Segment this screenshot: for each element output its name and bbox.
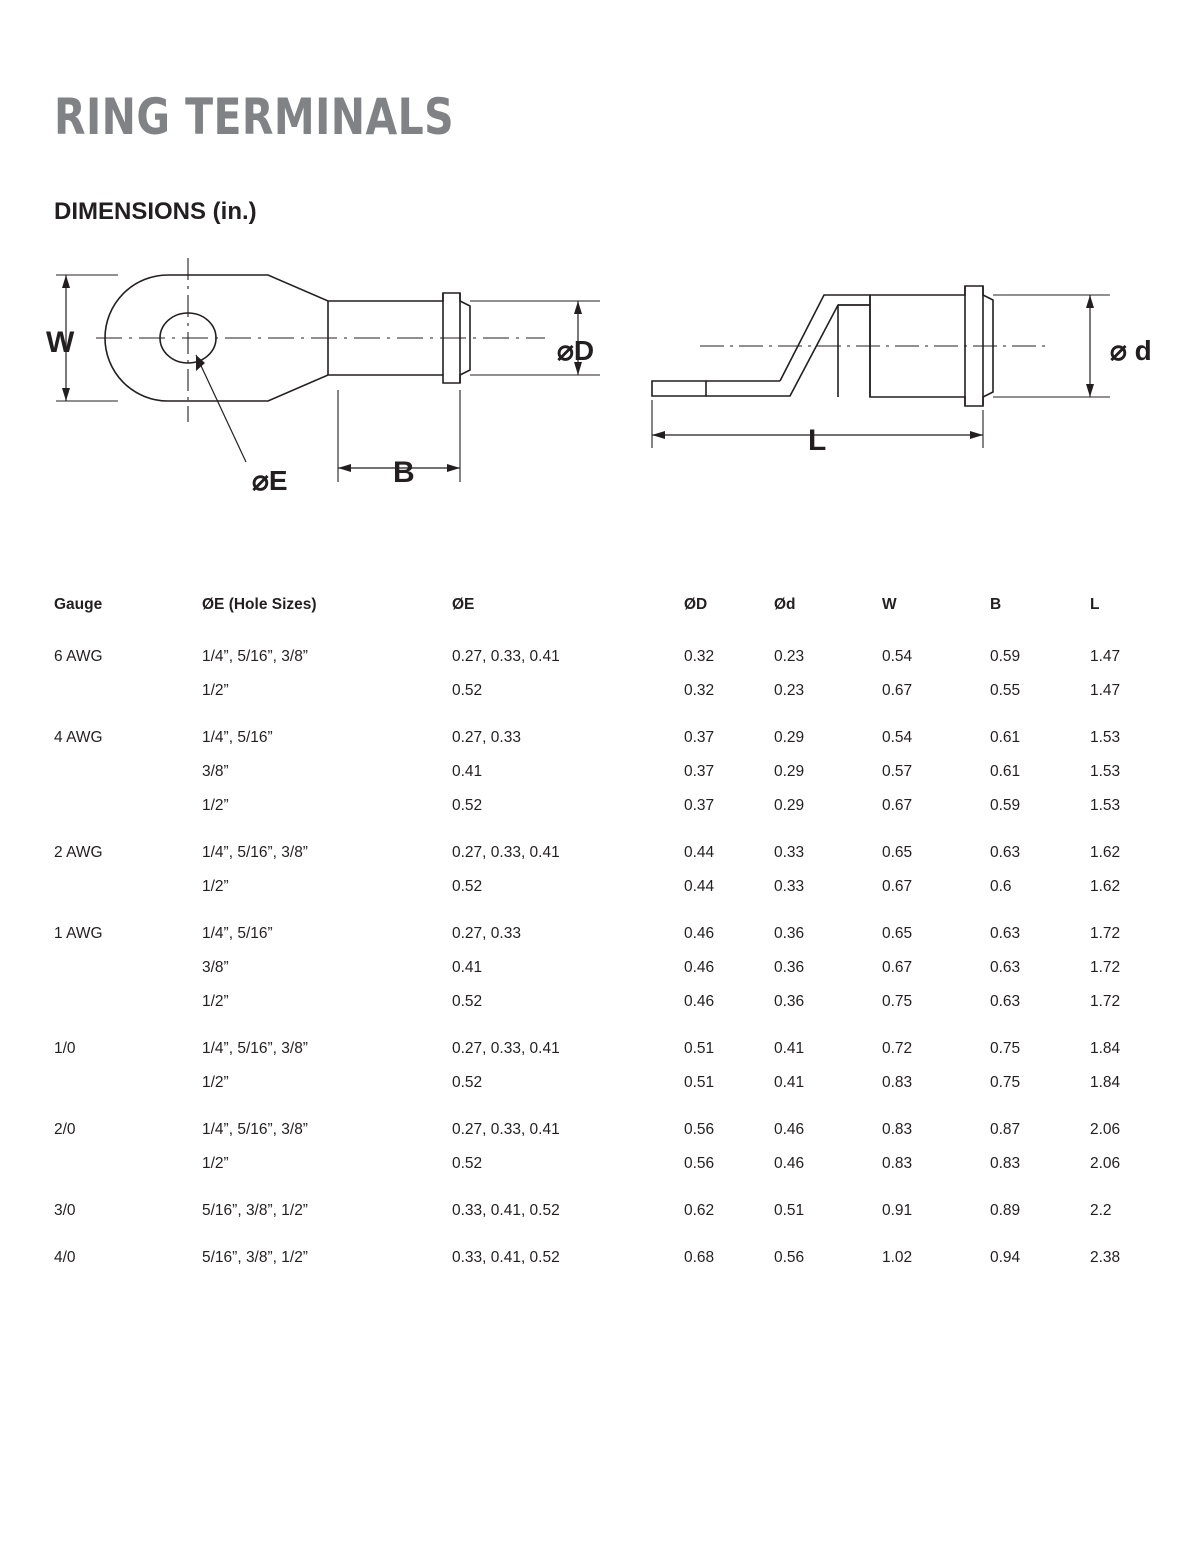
cell-b: 0.75 <box>990 1040 1021 1057</box>
cell-w: 0.54 <box>882 729 913 746</box>
cell-d-upper: 0.32 <box>684 648 715 665</box>
cell-gauge: 4/0 <box>54 1249 76 1266</box>
cell-l: 1.53 <box>1090 797 1121 814</box>
cell-e: 0.33, 0.41, 0.52 <box>452 1249 560 1266</box>
cell-hole-sizes: 3/8” <box>202 959 229 976</box>
cell-hole-sizes: 1/2” <box>202 993 229 1010</box>
cell-e: 0.52 <box>452 878 483 895</box>
cell-e: 0.27, 0.33, 0.41 <box>452 648 560 665</box>
col-header-e: ØE <box>452 596 475 613</box>
cell-w: 0.83 <box>882 1155 913 1172</box>
table-row <box>54 682 1154 729</box>
cell-gauge <box>54 1074 202 1121</box>
cell-w: 0.83 <box>882 1074 913 1091</box>
cell-w: 0.83 <box>882 1121 913 1138</box>
col-header-b: B <box>990 596 1002 613</box>
cell-b: 0.63 <box>990 925 1021 942</box>
table-row <box>54 763 1154 797</box>
cell-e: 0.27, 0.33 <box>452 925 521 942</box>
label-d-lower: ⌀ d <box>1110 335 1152 366</box>
cell-l: 1.72 <box>1090 993 1121 1010</box>
cell-l: 1.72 <box>1090 959 1121 976</box>
cell-l: 2.06 <box>1090 1155 1121 1172</box>
cell-b: 0.87 <box>990 1121 1021 1138</box>
cell-l: 1.53 <box>1090 729 1121 746</box>
cell-e: 0.27, 0.33, 0.41 <box>452 1040 560 1057</box>
cell-gauge: 4 AWG <box>54 729 103 746</box>
cell-d-lower: 0.29 <box>774 729 805 746</box>
col-header-d-upper: ØD <box>684 596 708 613</box>
cell-d-upper: 0.37 <box>684 763 715 780</box>
cell-w: 0.65 <box>882 925 913 942</box>
cell-w: 0.67 <box>882 682 913 699</box>
cell-hole-sizes: 1/2” <box>202 682 229 699</box>
cell-b: 0.59 <box>990 797 1021 814</box>
cell-e: 0.27, 0.33, 0.41 <box>452 844 560 861</box>
cell-l: 1.72 <box>1090 925 1121 942</box>
label-l: L <box>808 424 827 457</box>
cell-hole-sizes: 1/4”, 5/16” <box>202 925 273 942</box>
cell-b: 0.55 <box>990 682 1021 699</box>
cell-hole-sizes: 5/16”, 3/8”, 1/2” <box>202 1202 308 1219</box>
cell-w: 0.67 <box>882 797 913 814</box>
table-row <box>54 959 1154 993</box>
cell-gauge <box>54 797 202 844</box>
cell-l: 1.53 <box>1090 763 1121 780</box>
table-row <box>54 648 1154 682</box>
cell-l: 2.2 <box>1090 1202 1112 1219</box>
cell-w: 0.54 <box>882 648 913 665</box>
table-row <box>54 1074 1154 1121</box>
table-row <box>54 925 1154 959</box>
cell-d-lower: 0.29 <box>774 797 805 814</box>
cell-e: 0.52 <box>452 797 483 814</box>
table-row <box>54 1202 1154 1249</box>
dimensions-table-container <box>54 596 1154 1283</box>
cell-d-upper: 0.44 <box>684 878 715 895</box>
cell-l: 1.47 <box>1090 648 1121 665</box>
cell-d-upper: 0.44 <box>684 844 715 861</box>
page-title: RING TERMINALS <box>54 88 455 146</box>
cell-hole-sizes: 1/2” <box>202 797 229 814</box>
cell-l: 2.38 <box>1090 1249 1121 1266</box>
cell-b: 0.94 <box>990 1249 1021 1266</box>
cell-b: 0.89 <box>990 1202 1021 1219</box>
cell-hole-sizes: 1/4”, 5/16”, 3/8” <box>202 648 308 665</box>
cell-l: 1.47 <box>1090 682 1121 699</box>
cell-w: 0.67 <box>882 959 913 976</box>
cell-b: 0.59 <box>990 648 1021 665</box>
cell-gauge: 1 AWG <box>54 925 103 942</box>
cell-l: 1.84 <box>1090 1040 1121 1057</box>
cell-d-lower: 0.46 <box>774 1121 805 1138</box>
label-e: ⌀E <box>252 465 288 496</box>
cell-e: 0.27, 0.33 <box>452 729 521 746</box>
cell-hole-sizes: 3/8” <box>202 763 229 780</box>
cell-w: 0.67 <box>882 878 913 895</box>
cell-d-lower: 0.36 <box>774 959 805 976</box>
cell-gauge: 3/0 <box>54 1202 76 1219</box>
cell-w: 0.57 <box>882 763 913 780</box>
table-row <box>54 1040 1154 1074</box>
col-header-l: L <box>1090 596 1100 613</box>
cell-d-upper: 0.46 <box>684 959 715 976</box>
label-w: W <box>46 326 75 359</box>
cell-d-lower: 0.36 <box>774 993 805 1010</box>
cell-gauge <box>54 1155 202 1202</box>
cell-d-upper: 0.56 <box>684 1155 715 1172</box>
table-row <box>54 1121 1154 1155</box>
cell-b: 0.63 <box>990 959 1021 976</box>
cell-d-upper: 0.46 <box>684 993 715 1010</box>
cell-gauge: 6 AWG <box>54 648 103 665</box>
cell-d-lower: 0.33 <box>774 844 805 861</box>
cell-w: 1.02 <box>882 1249 913 1266</box>
cell-d-upper: 0.62 <box>684 1202 715 1219</box>
cell-d-upper: 0.37 <box>684 729 715 746</box>
cell-hole-sizes: 1/2” <box>202 1074 229 1091</box>
label-b: B <box>393 456 415 489</box>
cell-d-lower: 0.23 <box>774 682 805 699</box>
cell-hole-sizes: 5/16”, 3/8”, 1/2” <box>202 1249 308 1266</box>
table-header-row <box>54 596 1154 648</box>
cell-d-upper: 0.32 <box>684 682 715 699</box>
cell-d-lower: 0.51 <box>774 1202 805 1219</box>
cell-w: 0.65 <box>882 844 913 861</box>
cell-d-upper: 0.56 <box>684 1121 715 1138</box>
cell-b: 0.6 <box>990 878 1012 895</box>
cell-d-lower: 0.41 <box>774 1074 805 1091</box>
cell-hole-sizes: 1/4”, 5/16”, 3/8” <box>202 844 308 861</box>
cell-b: 0.61 <box>990 729 1021 746</box>
cell-d-lower: 0.23 <box>774 648 805 665</box>
table-row <box>54 729 1154 763</box>
cell-hole-sizes: 1/4”, 5/16”, 3/8” <box>202 1121 308 1138</box>
cell-e: 0.41 <box>452 959 483 976</box>
col-header-d-lower: Ød <box>774 596 796 613</box>
cell-d-lower: 0.33 <box>774 878 805 895</box>
cell-e: 0.52 <box>452 1074 483 1091</box>
cell-gauge <box>54 682 202 729</box>
cell-d-upper: 0.46 <box>684 925 715 942</box>
cell-gauge: 1/0 <box>54 1040 76 1057</box>
cell-e: 0.41 <box>452 763 483 780</box>
table-row <box>54 993 1154 1040</box>
cell-gauge <box>54 763 202 797</box>
table-row <box>54 844 1154 878</box>
cell-hole-sizes: 1/4”, 5/16” <box>202 729 273 746</box>
col-header-gauge: Gauge <box>54 596 103 613</box>
dimensions-table <box>54 596 1154 1283</box>
cell-b: 0.75 <box>990 1074 1021 1091</box>
cell-b: 0.83 <box>990 1155 1021 1172</box>
cell-w: 0.91 <box>882 1202 913 1219</box>
cell-d-lower: 0.56 <box>774 1249 805 1266</box>
cell-d-lower: 0.36 <box>774 925 805 942</box>
table-row <box>54 1249 1154 1283</box>
cell-b: 0.61 <box>990 763 1021 780</box>
label-d-upper: ⌀D <box>557 335 595 366</box>
cell-d-lower: 0.29 <box>774 763 805 780</box>
cell-w: 0.72 <box>882 1040 913 1057</box>
cell-hole-sizes: 1/4”, 5/16”, 3/8” <box>202 1040 308 1057</box>
table-head <box>54 596 1154 648</box>
cell-e: 0.52 <box>452 682 483 699</box>
cell-l: 2.06 <box>1090 1121 1121 1138</box>
cell-d-upper: 0.37 <box>684 797 715 814</box>
table-body <box>54 648 1154 1283</box>
cell-l: 1.62 <box>1090 844 1121 861</box>
cell-gauge: 2/0 <box>54 1121 76 1138</box>
cell-l: 1.84 <box>1090 1074 1121 1091</box>
cell-d-lower: 0.46 <box>774 1155 805 1172</box>
cell-d-upper: 0.51 <box>684 1074 715 1091</box>
ring-terminal-diagram <box>0 250 1200 520</box>
cell-d-upper: 0.68 <box>684 1249 715 1266</box>
cell-gauge <box>54 878 202 925</box>
cell-gauge <box>54 959 202 993</box>
cell-e: 0.52 <box>452 993 483 1010</box>
cell-hole-sizes: 1/2” <box>202 878 229 895</box>
cell-gauge <box>54 993 202 1040</box>
col-header-hole-sizes: ØE (Hole Sizes) <box>202 596 317 613</box>
table-row <box>54 878 1154 925</box>
cell-hole-sizes: 1/2” <box>202 1155 229 1172</box>
cell-b: 0.63 <box>990 844 1021 861</box>
cell-w: 0.75 <box>882 993 913 1010</box>
section-subtitle: DIMENSIONS (in.) <box>54 198 257 225</box>
cell-e: 0.27, 0.33, 0.41 <box>452 1121 560 1138</box>
table-row <box>54 797 1154 844</box>
cell-l: 1.62 <box>1090 878 1121 895</box>
table-row <box>54 1155 1154 1202</box>
cell-gauge: 2 AWG <box>54 844 103 861</box>
cell-b: 0.63 <box>990 993 1021 1010</box>
col-header-w: W <box>882 596 897 613</box>
cell-d-lower: 0.41 <box>774 1040 805 1057</box>
cell-d-upper: 0.51 <box>684 1040 715 1057</box>
cell-e: 0.33, 0.41, 0.52 <box>452 1202 560 1219</box>
cell-e: 0.52 <box>452 1155 483 1172</box>
